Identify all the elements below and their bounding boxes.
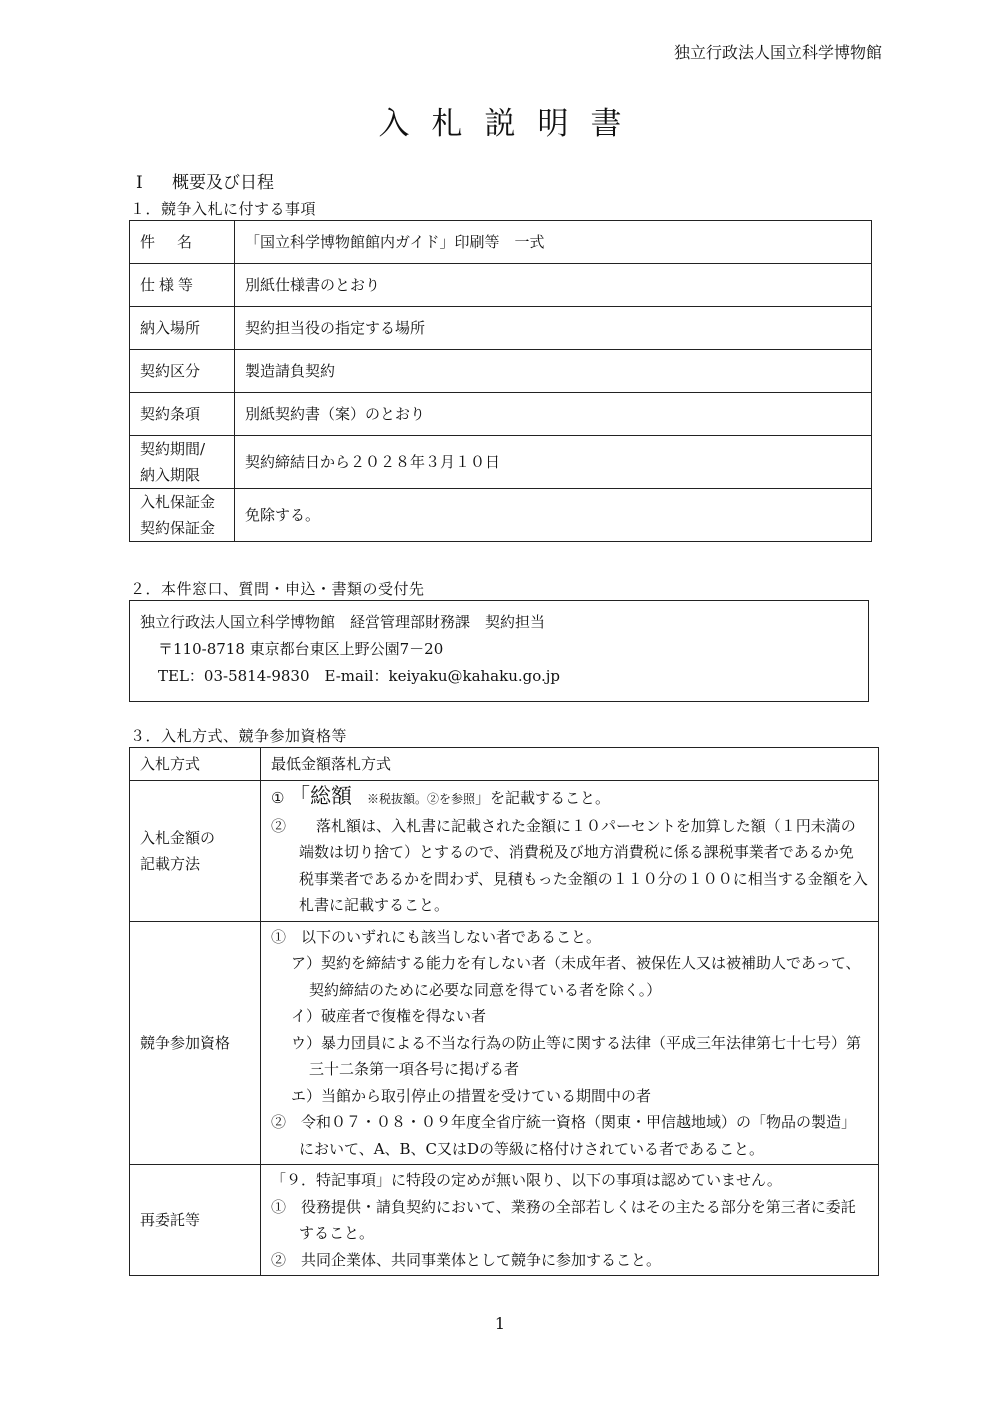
contact-address: 〒110-8718 東京都台東区上野公園7－20 — [158, 640, 444, 658]
tax-note: ※税抜額。②を参照 — [366, 792, 475, 806]
table-row — [130, 393, 872, 436]
row-label-line: 納入期限 — [140, 466, 201, 484]
bid-items-table — [129, 220, 872, 542]
item2-heading: ２．本件窓口、質問・申込・書類の受付先 — [130, 580, 425, 598]
row-value: 別紙仕様書のとおり — [235, 264, 872, 307]
row-label: 件名 — [130, 221, 235, 264]
amount-point-1 — [271, 783, 868, 813]
qualification-point-2: ② 令和０７・０８・０９年度全省庁統一資格（関東・甲信越地域）の「物品の製造」において、A、B、C又はDの等級に格付けされている者であること。 — [271, 1113, 857, 1158]
row-label-line: 記載方法 — [140, 854, 201, 873]
open-bracket: 「 — [299, 784, 310, 808]
section-heading — [136, 168, 274, 193]
qualification-text — [261, 921, 879, 1165]
contact-department: 独立行政法人国立科学博物館 経営管理部財務課 契約担当 — [140, 613, 546, 631]
contact-box — [129, 600, 869, 702]
table-row — [130, 921, 879, 1165]
table-row — [130, 781, 879, 922]
subcontract-point-2: ② 共同企業体、共同事業体として競争に参加すること。 — [271, 1250, 662, 1269]
table-row — [130, 1165, 879, 1276]
table-row — [130, 221, 872, 264]
subcontract-point-1: ① 役務提供・請負契約において、業務の全部若しくはその主たる部分を第三者に委託すること。 — [271, 1197, 856, 1242]
table-row — [130, 350, 872, 393]
page-number: 1 — [494, 1314, 506, 1333]
qualification-sub-i: イ）破産者で復権を得ない者 — [291, 1007, 487, 1025]
row-value: 別紙契約書（案）のとおり — [235, 393, 872, 436]
row-label — [130, 489, 235, 542]
amount-method-text — [261, 781, 879, 922]
row-label: 納入場所 — [130, 307, 235, 350]
item1-heading: １．競争入札に付する事項 — [130, 200, 317, 218]
row-label: 競争参加資格 — [130, 921, 261, 1165]
row-label: 再委託等 — [130, 1165, 261, 1276]
subcontract-intro: 「９．特記事項」に特段の定めが無い限り、以下の事項は認めていません。 — [271, 1171, 782, 1189]
row-label-line: 入札金額の — [140, 828, 216, 847]
point-number: ① — [271, 789, 285, 807]
row-label: 契約条項 — [130, 393, 235, 436]
organization-name: 独立行政法人国立科学博物館 — [673, 43, 882, 62]
row-value: 「国立科学博物館館内ガイド」印刷等 一式 — [235, 221, 872, 264]
table-row — [130, 436, 872, 489]
subcontract-text — [261, 1165, 879, 1276]
row-label: 契約区分 — [130, 350, 235, 393]
document-title: 入札説明書 — [378, 106, 644, 142]
row-value: 契約締結日から２０２８年３月１０日 — [235, 436, 872, 489]
qualification-sub-a: ア）契約を締結する能力を有しない者（未成年者、被保佐人又は被補助人であって、契約締結のために必要な同意を得ている者を除く。） — [291, 954, 861, 999]
table-row — [130, 307, 872, 350]
point-text: 」を記載すること。 — [475, 789, 611, 807]
section-number: Ⅰ — [136, 173, 143, 193]
qualification-sub-e: エ）当館から取引停止の措置を受けている期間中の者 — [291, 1086, 652, 1105]
row-label: 入札方式 — [130, 748, 261, 781]
amount-point-2: ② 落札額は、入札書に記載された金額に１０パーセントを加算した額（１円未満の端数は切り捨て）とするので、消費税及び地方消費税に係る課税事業者であるか免税事業者であるかを問わず、見積もった金額の１１０分の１００に相当する金額を入札書に記載すること。 — [271, 816, 868, 914]
row-label — [130, 436, 235, 489]
bid-method-table — [129, 747, 879, 1276]
table-row — [130, 264, 872, 307]
row-value: 最低金額落札方式 — [261, 748, 879, 781]
qualification-point-1: ① 以下のいずれにも該当しない者であること。 — [271, 927, 602, 946]
row-label — [130, 781, 261, 922]
table-row — [130, 748, 879, 781]
table-row — [130, 489, 872, 542]
row-value: 製造請負契約 — [235, 350, 872, 393]
row-label-line: 入札保証金 — [140, 493, 216, 511]
section-title: 概要及び日程 — [172, 173, 274, 193]
row-label-line: 契約期間/ — [140, 440, 206, 458]
qualification-sub-u: ウ）暴力団員による不当な行為の防止等に関する法律（平成三年法律第七十七号）第三十二条第一項各号に掲げる者 — [291, 1033, 862, 1078]
row-label: 仕様等 — [130, 264, 235, 307]
item3-heading: ３．入札方式、競争参加資格等 — [130, 727, 348, 745]
total-amount-emphasis: 総額 — [309, 784, 352, 808]
contact-phone-email: TEL：03-5814-9830 E-mail：keiyaku@kahaku.go.jp — [158, 667, 561, 685]
row-value: 契約担当役の指定する場所 — [235, 307, 872, 350]
row-value: 免除する。 — [235, 489, 872, 542]
row-label-line: 契約保証金 — [140, 519, 216, 537]
